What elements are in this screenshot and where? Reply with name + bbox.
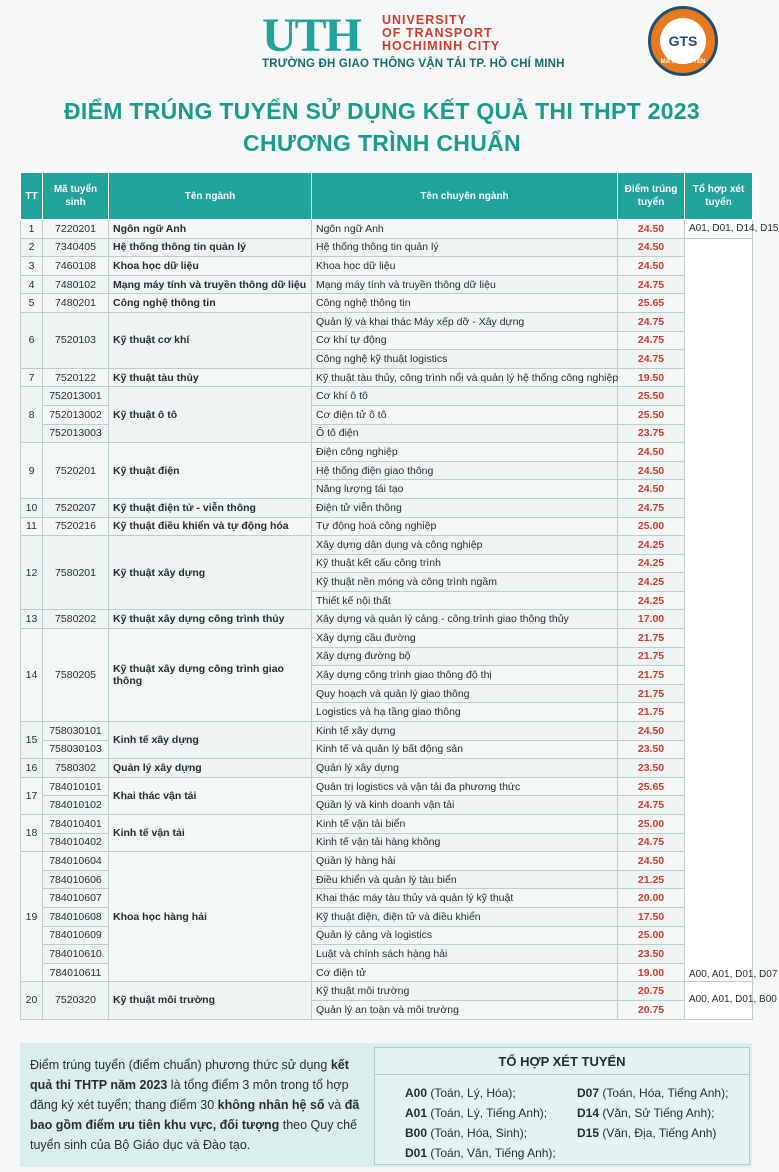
- admission-code: 784010606: [43, 870, 109, 889]
- admission-code: 7580202: [43, 610, 109, 629]
- major-name: Kỹ thuật môi trường: [109, 982, 312, 1019]
- admission-score: 21.75: [618, 647, 685, 666]
- specialization-name: Hệ thống điện giao thông: [312, 461, 618, 480]
- row-number: 11: [21, 517, 43, 536]
- combo-desc: (Toán, Lý, Tiếng Anh);: [427, 1106, 548, 1120]
- admission-code: 7520201: [43, 443, 109, 499]
- specialization-name: Năng lượng tái tạo: [312, 480, 618, 499]
- admission-code: 7480201: [43, 294, 109, 313]
- admission-score: 20.75: [618, 982, 685, 1001]
- row-number: 3: [21, 257, 43, 276]
- row-number: 8: [21, 387, 43, 443]
- admission-score: 24.50: [618, 480, 685, 499]
- university-name-en: [382, 14, 500, 53]
- row-number: 13: [21, 610, 43, 629]
- major-name: Mạng máy tính và truyền thông dữ liệu: [109, 275, 312, 294]
- combo-item: [405, 1086, 516, 1100]
- combo-legend-title: TỔ HỢP XÉT TUYỂN: [498, 1054, 626, 1069]
- specialization-name: Công nghệ thông tin: [312, 294, 618, 313]
- admission-score: 24.50: [618, 722, 685, 741]
- admission-score: 21.75: [618, 666, 685, 685]
- specialization-name: Xây dựng và quản lý cảng - công trình giao thông thủy: [312, 610, 618, 629]
- admission-score: 23.50: [618, 740, 685, 759]
- specialization-name: Kỹ thuật điện, điện tử và điều khiển: [312, 907, 618, 926]
- col-header-code: Mã tuyển sinh: [43, 173, 109, 220]
- table-row: [21, 387, 753, 406]
- specialization-name: Quản lý và kinh doanh vận tải: [312, 796, 618, 815]
- specialization-name: Kinh tế xây dựng: [312, 722, 618, 741]
- major-name: Kỹ thuật điều khiển và tự động hóa: [109, 517, 312, 536]
- specialization-name: Mạng máy tính và truyền thông dữ liệu: [312, 275, 618, 294]
- admission-code: 784010102: [43, 796, 109, 815]
- specialization-name: Cơ khí tự động: [312, 331, 618, 350]
- combo-desc: (Toán, Hóa, Sinh);: [427, 1126, 528, 1140]
- combo-code: A00: [405, 1086, 428, 1100]
- row-number: 2: [21, 238, 43, 257]
- admission-code: 784010608: [43, 907, 109, 926]
- specialization-name: Điều khiển và quản lý tàu biển: [312, 870, 618, 889]
- row-number: 5: [21, 294, 43, 313]
- table-row: [21, 982, 753, 1001]
- admission-score: 24.75: [618, 833, 685, 852]
- admission-score: 24.50: [618, 852, 685, 871]
- divider: [375, 1074, 749, 1075]
- admission-score: 23.75: [618, 424, 685, 443]
- admission-score: 25.00: [618, 926, 685, 945]
- specialization-name: Quản lý xây dựng: [312, 759, 618, 778]
- table-row: [21, 220, 753, 239]
- row-number: 14: [21, 629, 43, 722]
- row-number: 20: [21, 982, 43, 1019]
- major-name: Khai thác vận tải: [109, 777, 312, 814]
- admission-code: 758030101: [43, 722, 109, 741]
- table-row: [21, 536, 753, 555]
- row-number: 9: [21, 443, 43, 499]
- col-header-tt: TT: [21, 173, 43, 220]
- admission-code: 752013002: [43, 405, 109, 424]
- note-text: Điểm trúng tuyển (điểm chuẩn) phương thức sử dụng: [30, 1058, 331, 1072]
- specialization-name: Điện tử viễn thông: [312, 498, 618, 517]
- major-name: Kinh tế vận tải: [109, 815, 312, 852]
- table-row: [21, 629, 753, 648]
- table-row: [21, 294, 753, 313]
- row-number: 15: [21, 722, 43, 759]
- col-header-major: Tên ngành: [109, 173, 312, 220]
- admission-score: 19.50: [618, 368, 685, 387]
- admission-score: 24.50: [618, 238, 685, 257]
- specialization-name: Quản trị logistics và vận tải đa phương thức: [312, 777, 618, 796]
- combo-code: D15: [577, 1126, 600, 1140]
- combo-item: [405, 1146, 556, 1160]
- major-name: Kỹ thuật xây dựng công trình giao thông: [109, 629, 312, 722]
- admission-code: 784010401: [43, 815, 109, 834]
- score-note: [30, 1055, 360, 1155]
- table-row: [21, 312, 753, 331]
- row-number: 10: [21, 498, 43, 517]
- specialization-name: Khoa học dữ liệu: [312, 257, 618, 276]
- major-name: Kỹ thuật cơ khí: [109, 312, 312, 368]
- specialization-name: Khai thác máy tàu thủy và quản lý kỹ thuật: [312, 889, 618, 908]
- specialization-name: Tự động hoá công nghiệp: [312, 517, 618, 536]
- admission-score: 24.75: [618, 498, 685, 517]
- table-row: [21, 815, 753, 834]
- specialization-name: Xây dựng dân dụng và công nghiệp: [312, 536, 618, 555]
- specialization-name: Kỹ thuật kết cấu công trình: [312, 554, 618, 573]
- admission-score: 20.75: [618, 1000, 685, 1019]
- uth-logo: UTH: [262, 9, 361, 62]
- admission-score: 24.75: [618, 331, 685, 350]
- admission-code: 7520207: [43, 498, 109, 517]
- major-name: Kỹ thuật ô tô: [109, 387, 312, 443]
- admission-score: 25.50: [618, 405, 685, 424]
- row-number: 7: [21, 368, 43, 387]
- admission-score: 23.50: [618, 945, 685, 964]
- major-name: Công nghệ thông tin: [109, 294, 312, 313]
- admission-code: 758030103: [43, 740, 109, 759]
- admission-score: 24.75: [618, 312, 685, 331]
- table-row: [21, 498, 753, 517]
- footer: [20, 1043, 752, 1167]
- admission-score: 25.65: [618, 777, 685, 796]
- admission-code: 7520320: [43, 982, 109, 1019]
- admission-score: 25.00: [618, 517, 685, 536]
- specialization-name: Xây dựng công trình giao thông đô thị: [312, 666, 618, 685]
- admission-score: 24.25: [618, 536, 685, 555]
- specialization-name: Luật và chính sách hàng hải: [312, 945, 618, 964]
- row-number: 16: [21, 759, 43, 778]
- admission-score: 24.75: [618, 796, 685, 815]
- specialization-name: Xây dựng cầu đường: [312, 629, 618, 648]
- admission-score: 24.25: [618, 591, 685, 610]
- major-name: Kỹ thuật xây dựng: [109, 536, 312, 610]
- gts-badge: [648, 6, 718, 76]
- logo-line: UNIVERSITY: [382, 13, 468, 27]
- note-text: là tổng điểm 3 môn trong tổ hợp đăng ký xét tuyển; thang điểm 30: [30, 1078, 349, 1112]
- table-row: [21, 722, 753, 741]
- admission-score: 19.00: [618, 963, 685, 982]
- gts-badge-caption: MÃ XÉT TUYỂN: [660, 59, 706, 65]
- page-title: ĐIỂM TRÚNG TUYỂN SỬ DỤNG KẾT QUẢ THI THPT 2023: [63, 98, 701, 124]
- row-number: 1: [21, 220, 43, 239]
- table-row: [21, 517, 753, 536]
- admission-code: 7580205: [43, 629, 109, 722]
- subject-combo: A01, D01, D14, D15: [685, 220, 753, 239]
- specialization-name: Ngôn ngữ Anh: [312, 220, 618, 239]
- row-number: 6: [21, 312, 43, 368]
- admission-code: 7220201: [43, 220, 109, 239]
- admission-code: 784010604: [43, 852, 109, 871]
- admission-code: 7520103: [43, 312, 109, 368]
- admission-score: 25.65: [618, 294, 685, 313]
- admission-score: 17.50: [618, 907, 685, 926]
- specialization-name: Quản lý và khai thác Máy xếp dỡ - Xây dựng: [312, 312, 618, 331]
- specialization-name: Cơ điện tử ô tô: [312, 405, 618, 424]
- specialization-name: Kinh tế vận tải biển: [312, 815, 618, 834]
- combo-code: B00: [405, 1126, 428, 1140]
- specialization-name: Kinh tế và quản lý bất động sản: [312, 740, 618, 759]
- col-header-specialization: Tên chuyên ngành: [312, 173, 618, 220]
- specialization-name: Ô tô điện: [312, 424, 618, 443]
- admission-code: 7580302: [43, 759, 109, 778]
- admission-code: 7520122: [43, 368, 109, 387]
- admission-score: 21.25: [618, 870, 685, 889]
- admission-score: 24.50: [618, 257, 685, 276]
- major-name: Kỹ thuật điện tử - viễn thông: [109, 498, 312, 517]
- combo-code: D14: [577, 1106, 600, 1120]
- combo-desc: (Văn, Sử Tiếng Anh);: [599, 1106, 715, 1120]
- row-number: 18: [21, 815, 43, 852]
- combo-legend: [374, 1047, 750, 1165]
- combo-desc: (Toán, Lý, Hóa);: [427, 1086, 516, 1100]
- page-subtitle: CHƯƠNG TRÌNH CHUẨN: [243, 130, 521, 156]
- logo-line: HOCHIMINH CITY: [382, 39, 501, 53]
- combo-code: A01: [405, 1106, 428, 1120]
- admission-code: 784010611: [43, 963, 109, 982]
- major-name: Kỹ thuật tàu thủy: [109, 368, 312, 387]
- major-name: Khoa học hàng hải: [109, 852, 312, 982]
- col-header-score: Điểm trúng tuyển: [618, 173, 685, 220]
- specialization-name: Quy hoạch và quản lý giao thông: [312, 684, 618, 703]
- admission-score: 23.50: [618, 759, 685, 778]
- specialization-name: Kinh tế vận tải hàng không: [312, 833, 618, 852]
- table-row: [21, 777, 753, 796]
- note-emphasis: đã bao gồm điểm ưu tiên khu vực, đối tượng: [30, 1098, 360, 1132]
- admission-score: 24.50: [618, 220, 685, 239]
- admission-score: 24.50: [618, 461, 685, 480]
- major-name: Khoa học dữ liệu: [109, 257, 312, 276]
- admission-score: 21.75: [618, 629, 685, 648]
- combo-item: [577, 1106, 714, 1120]
- combo-desc: (Toán, Hóa, Tiếng Anh);: [599, 1086, 729, 1100]
- specialization-name: Công nghệ kỹ thuật logistics: [312, 350, 618, 369]
- admission-code: 7580201: [43, 536, 109, 610]
- major-name: Kỹ thuật điện: [109, 443, 312, 499]
- specialization-name: Hệ thống thông tin quản lý: [312, 238, 618, 257]
- admission-score: 24.75: [618, 350, 685, 369]
- combo-code: D01: [405, 1146, 428, 1160]
- header: [0, 0, 764, 86]
- note-emphasis: không nhân hệ số: [217, 1098, 325, 1112]
- major-name: Hệ thống thông tin quản lý: [109, 238, 312, 257]
- specialization-name: Quản lý hàng hải: [312, 852, 618, 871]
- admission-score: 21.75: [618, 684, 685, 703]
- row-number: 19: [21, 852, 43, 982]
- admission-score: 17.00: [618, 610, 685, 629]
- specialization-name: Cơ điện tử: [312, 963, 618, 982]
- col-header-combo: Tổ hợp xét tuyển: [685, 173, 753, 220]
- admission-code: 7480102: [43, 275, 109, 294]
- admission-score: 24.25: [618, 554, 685, 573]
- major-name: Quản lý xây dựng: [109, 759, 312, 778]
- admission-score: 24.50: [618, 443, 685, 462]
- specialization-name: Kỹ thuật môi trường: [312, 982, 618, 1001]
- admission-score: 25.50: [618, 387, 685, 406]
- combo-item: [405, 1106, 547, 1120]
- admission-code: 784010610: [43, 945, 109, 964]
- admission-score-table: [20, 172, 779, 1020]
- note-emphasis: kết quả thi THTP năm 2023: [30, 1058, 349, 1092]
- admission-code: 7460108: [43, 257, 109, 276]
- admission-code: 7520216: [43, 517, 109, 536]
- note-text: và: [324, 1098, 345, 1112]
- specialization-name: Kỹ thuật tàu thủy, công trình nổi và quản lý hệ thống công nghiệp: [312, 368, 618, 387]
- combo-desc: (Toán, Văn, Tiếng Anh);: [427, 1146, 556, 1160]
- combo-desc: (Văn, Địa, Tiếng Anh): [599, 1126, 717, 1140]
- university-name-vi: TRƯỜNG ĐH GIAO THÔNG VẬN TẢI TP. HỒ CHÍ MINH: [262, 58, 565, 70]
- row-number: 12: [21, 536, 43, 610]
- admission-code: 784010607: [43, 889, 109, 908]
- admission-code: 784010609: [43, 926, 109, 945]
- major-name: Kỹ thuật xây dựng công trình thủy: [109, 610, 312, 629]
- table-row: [21, 443, 753, 462]
- subject-combo: A00, A01, D01, D07: [685, 238, 753, 982]
- table-row: [21, 759, 753, 778]
- row-number: 17: [21, 777, 43, 814]
- logo-line: OF TRANSPORT: [382, 26, 493, 40]
- specialization-name: Quản lý an toàn và môi trường: [312, 1000, 618, 1019]
- major-name: Kinh tế xây dựng: [109, 722, 312, 759]
- admission-score: 20.00: [618, 889, 685, 908]
- table-row: [21, 275, 753, 294]
- combo-code: D07: [577, 1086, 600, 1100]
- specialization-name: Xây dựng đường bộ: [312, 647, 618, 666]
- admission-code: 752013003: [43, 424, 109, 443]
- table-row: [21, 610, 753, 629]
- combo-item: [577, 1086, 728, 1100]
- admission-score: 25.00: [618, 815, 685, 834]
- table-row: [21, 368, 753, 387]
- table-row: [21, 257, 753, 276]
- admission-score: 21.75: [618, 703, 685, 722]
- specialization-name: Kỹ thuật nền móng và công trình ngầm: [312, 573, 618, 592]
- admission-code: 7340405: [43, 238, 109, 257]
- table-row: [21, 852, 753, 871]
- gts-badge-text: GTS: [660, 18, 706, 64]
- admission-code: 784010402: [43, 833, 109, 852]
- subject-combo: A00, A01, D01, B00: [685, 982, 753, 1019]
- specialization-name: Quản lý cảng và logistics: [312, 926, 618, 945]
- combo-item: [577, 1126, 716, 1140]
- specialization-name: Logistics và hạ tầng giao thông: [312, 703, 618, 722]
- row-number: 4: [21, 275, 43, 294]
- combo-item: [405, 1126, 527, 1140]
- admission-code: 784010101: [43, 777, 109, 796]
- table-header-row: [21, 173, 753, 220]
- table-row: [21, 238, 753, 257]
- specialization-name: Điện công nghiệp: [312, 443, 618, 462]
- admission-score: 24.75: [618, 275, 685, 294]
- note-text: theo Quy chế tuyển sinh của Bộ Giáo dục và Đào tạo.: [30, 1118, 358, 1152]
- admission-code: 752013001: [43, 387, 109, 406]
- specialization-name: Thiết kế nội thất: [312, 591, 618, 610]
- specialization-name: Cơ khí ô tô: [312, 387, 618, 406]
- major-name: Ngôn ngữ Anh: [109, 220, 312, 239]
- admission-score: 24.25: [618, 573, 685, 592]
